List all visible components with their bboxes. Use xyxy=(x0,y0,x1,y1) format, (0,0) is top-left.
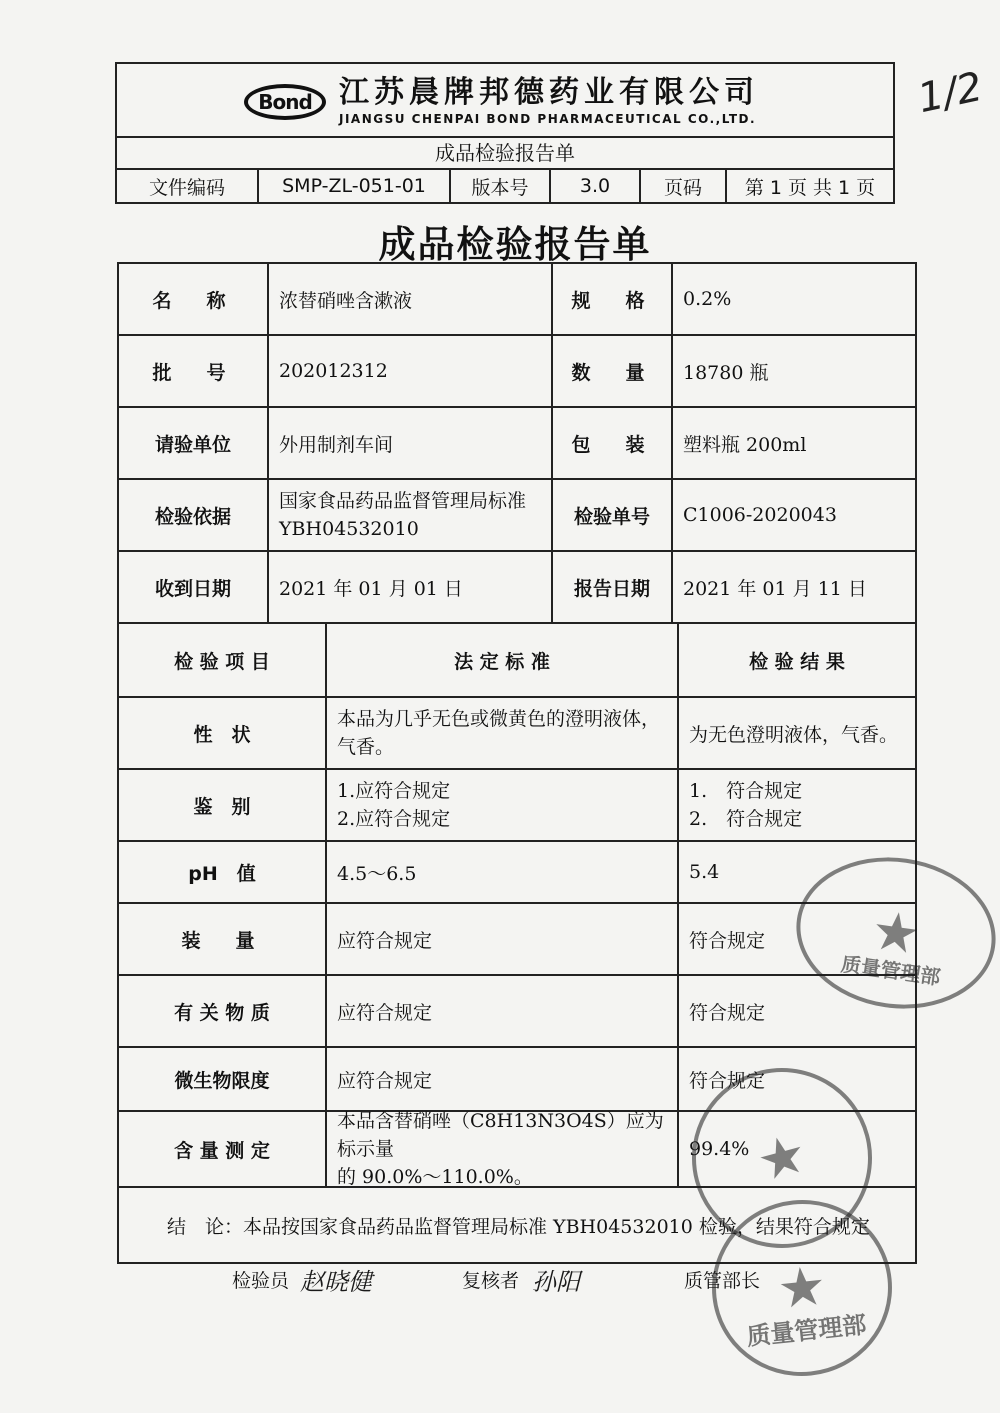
test-item: 含 量 测 定 xyxy=(119,1112,327,1186)
test-standard: 应符合规定 xyxy=(327,976,679,1046)
table-row xyxy=(119,698,915,770)
qa-manager-label: 质管部长 xyxy=(684,1270,761,1292)
doc-meta-row xyxy=(117,170,893,202)
report-date-label: 报告日期 xyxy=(553,552,673,622)
recv-date-label: 收到日期 xyxy=(119,552,269,622)
test-standard-line: 2.应符合规定 xyxy=(337,808,451,830)
test-item: 性 状 xyxy=(119,698,327,768)
test-standard-line: 的 90.0%～110.0%。 xyxy=(337,1166,533,1188)
bond-logo-icon: Bond xyxy=(244,84,326,120)
test-standard: 应符合规定 xyxy=(327,1048,679,1110)
stamp-text: 质量管理部 xyxy=(745,1310,868,1351)
test-item: 有 关 物 质 xyxy=(119,976,327,1046)
test-item: 鉴 别 xyxy=(119,770,327,840)
company-name-en: JIANGSU CHENPAI BOND PHARMACEUTICAL CO.,LTD. xyxy=(339,112,757,126)
test-standard xyxy=(327,698,679,768)
recv-date-value: 2021 年 01 月 01 日 xyxy=(269,552,553,622)
version-value: 3.0 xyxy=(551,170,641,202)
test-result-line: 1. 符合规定 xyxy=(689,780,803,802)
table-row xyxy=(119,770,915,842)
test-no-value: C1006-2020043 xyxy=(683,504,837,526)
test-standard-line: 本品为几乎无色或微黄色的澄明液体， xyxy=(337,708,661,730)
star-icon: ★ xyxy=(867,897,925,968)
doc-no-label: 文件编码 xyxy=(117,170,259,202)
qty-label: 数 量 xyxy=(553,336,673,406)
table-row xyxy=(119,904,915,976)
test-result: 为无色澄明液体，气香。 xyxy=(689,723,899,746)
spec-value: 0.2% xyxy=(683,288,732,310)
page-label: 页码 xyxy=(641,170,727,202)
test-item: 装 量 xyxy=(119,904,327,974)
version-label: 版本号 xyxy=(451,170,551,202)
star-icon: ★ xyxy=(750,1120,814,1195)
test-no-label: 检验单号 xyxy=(553,480,673,550)
company-banner xyxy=(117,64,893,138)
basis-label: 检验依据 xyxy=(119,480,269,550)
inspector-signature: 赵晓健 xyxy=(300,1268,372,1296)
test-result: 符合规定 xyxy=(689,1001,766,1024)
report-date-value: 2021 年 01 月 11 日 xyxy=(683,577,867,600)
info-row-batch xyxy=(119,336,915,408)
table-row xyxy=(119,842,915,904)
page-title: 成品检验报告单 xyxy=(378,223,652,266)
handwritten-page-mark: 1/2 xyxy=(913,63,987,123)
name-label: 名 称 xyxy=(119,264,269,334)
batch-label: 批 号 xyxy=(119,336,269,406)
col-header-standard: 法 定 标 准 xyxy=(327,624,679,696)
info-row-dept xyxy=(119,408,915,480)
company-name xyxy=(339,76,759,126)
conclusion-label: 结 论： xyxy=(167,1215,244,1238)
test-result-line: 2. 符合规定 xyxy=(689,808,803,830)
tests-header-row xyxy=(119,624,915,698)
info-row-dates xyxy=(119,552,915,624)
test-item: pH 值 xyxy=(119,842,327,902)
pack-value: 塑料瓶 200ml xyxy=(683,433,807,456)
form-title: 成品检验报告单 xyxy=(117,138,893,170)
basis-line-1: 国家食品药品监督管理局标准 xyxy=(279,490,527,512)
test-standard: 应符合规定 xyxy=(327,904,679,974)
reviewer-signature: 孙阳 xyxy=(532,1268,580,1296)
test-standard xyxy=(327,1112,679,1186)
info-row-basis xyxy=(119,480,915,552)
test-result: 99.4% xyxy=(689,1138,750,1160)
info-row-name xyxy=(119,264,915,336)
basis-value xyxy=(269,480,553,550)
test-standard-line: 本品含替硝唑（C8H13N3O4S）应为标示量 xyxy=(337,1110,664,1160)
col-header-item: 检 验 项 目 xyxy=(119,624,327,696)
test-standard-line: 气香。 xyxy=(337,736,395,758)
name-value: 浓替硝唑含漱液 xyxy=(269,264,553,334)
test-result: 5.4 xyxy=(689,861,720,883)
company-name-cn: 江苏晨牌邦德药业有限公司 xyxy=(339,75,759,110)
pack-label: 包 装 xyxy=(553,408,673,478)
qty-value: 18780 瓶 xyxy=(683,361,769,384)
test-standard xyxy=(327,770,679,840)
dept-label: 请验单位 xyxy=(119,408,269,478)
conclusion-text: 本品按国家食品药品监督管理局标准 YBH04532010 检验，结果符合规定 xyxy=(243,1215,870,1238)
spec-label: 规 格 xyxy=(553,264,673,334)
test-result: 符合规定 xyxy=(689,929,766,952)
batch-value: 202012312 xyxy=(269,336,553,406)
col-header-result: 检 验 结 果 xyxy=(749,650,845,673)
test-item: 微生物限度 xyxy=(119,1048,327,1110)
test-result: 符合规定 xyxy=(689,1069,766,1092)
page-value: 第 1 页 共 1 页 xyxy=(744,176,876,199)
star-icon: ★ xyxy=(774,1253,830,1322)
document-header xyxy=(115,62,895,204)
doc-no-value: SMP-ZL-051-01 xyxy=(259,170,451,202)
reviewer-label: 复核者 xyxy=(462,1270,520,1292)
test-standard-line: 1.应符合规定 xyxy=(337,780,451,802)
test-result xyxy=(679,770,915,840)
stamp-text: 质量管理部 xyxy=(839,951,942,990)
test-standard: 4.5～6.5 xyxy=(327,842,679,902)
table-row xyxy=(119,976,915,1048)
inspector-label: 检验员 xyxy=(232,1270,290,1292)
dept-value: 外用制剂车间 xyxy=(269,408,553,478)
basis-line-2: YBH04532010 xyxy=(279,518,419,540)
